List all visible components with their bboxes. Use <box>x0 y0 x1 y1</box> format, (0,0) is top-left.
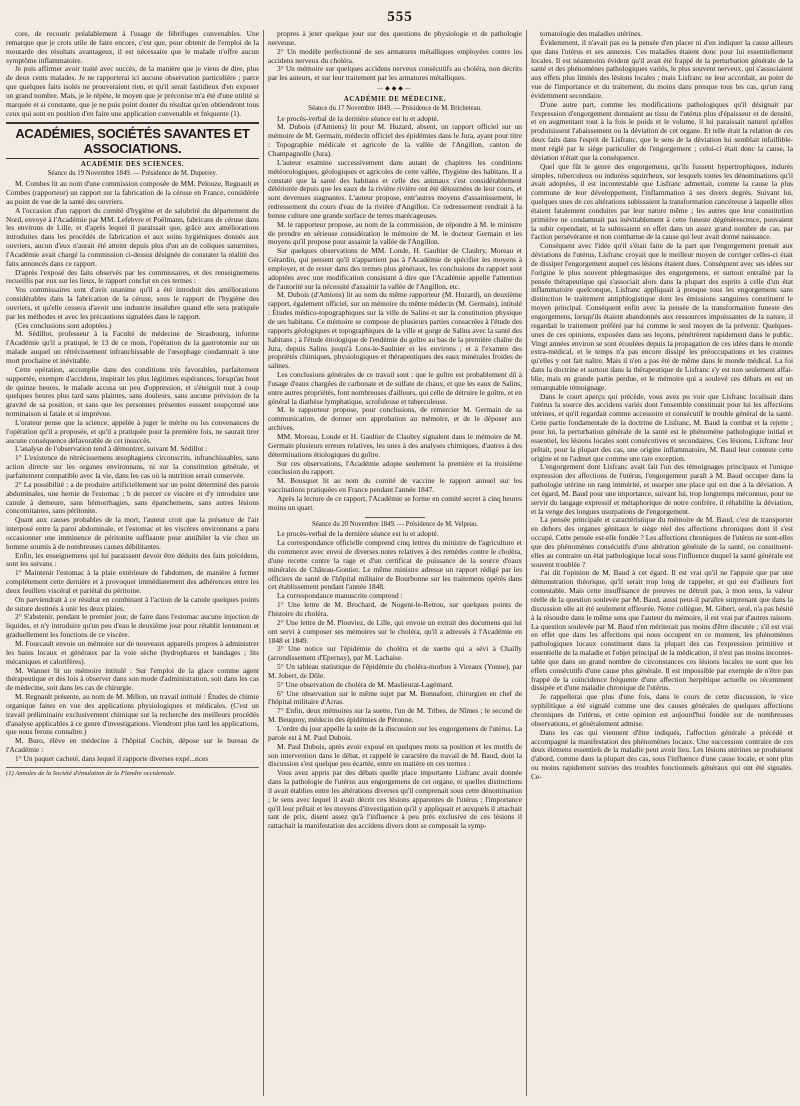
paragraph: L'orateur pense que la science, appelée à juger le mérite ou les convenances de l'opération qu'il a proposée, et qu'il a pratiquée pour la première fois, ne saurait tirer aucune conséquence défavorable de cet insuccès. <box>6 417 259 445</box>
paragraph: Sur quelques observations de MM. Londe, H. Gaultier de Claubry, Moreau et Gérardin, qui pensent qu'il n'appartient pas à l'Académie de spécifier les moyens à employer, et de rester dans des termes plus généraux, les conclusions du rapport sont adoptées avec une modification consistant à dire que l'Académie appelle l'attention de l'autorité sur la nécessité d'assainir la vallée de l'Angillon, etc. <box>268 246 522 291</box>
paragraph: L'auteur examine successivement dans autant de chapitres les conditions météorologiques, géologiques et agricoles de cette vallée, l'hygiène des habitans. Il a constaté que la santé des habitans et celle des animaux s'est considérablement détériorée depuis que les eaux de la rivière rivière ont été détournées de leur cours, et sont devenues stagnantes. L'auteur propose, entr'autres moyens d'assainissement, le redressement du cours d'eau de la rivière d'Angillon. Ce redressement rendrait à la bonne culture une grande surface de terres marécageuses. <box>268 157 522 220</box>
page-number: 555 <box>387 9 413 25</box>
section-title: ACADÉMIES, SOCIÉTÉS SAVANTES ET ASSOCIATIONS. <box>6 122 259 159</box>
paragraph: M. Paul Dubois, après avoir exposé en quelques mots sa position et les motifs de son intervention dans le débat, et rappelé le caractère du travail de M. Baud, dont la discussion s'est quelque peu écartée, entre en matière en ces termes : <box>268 741 522 769</box>
paragraph: Le procès-verbal de la dernière séance est lu et adopté. <box>277 113 439 123</box>
session-line-sciences: Séance du 19 Novembre 1849. — Présidence de M. Duperrey. <box>47 170 218 178</box>
ornament-divider: —◆◆◆— <box>377 86 413 93</box>
paragraph: Évidemment, il n'avait pas eu la pensée d'en placer ni d'en indiquer la cause ailleurs que dans l'utérus et ses annexes. Ces maladies étaient donc pour lui essentiellement locales. Il est néanmoins évident qu'il avait été frappé de la perturbation générale de la santé et des phénomènes pathologiques variés, le plus souvent nerveux, qui s'associaient aux effets plus limités des lésions locales ; mais Lisfranc ne leur accordait, au point de vue de l'importance et du traitement, du moins dans presque tous les cas, qu'un rang évidemment secondaire. <box>531 37 793 100</box>
col2-intro <box>268 30 522 83</box>
paragraph: Vos commissaires sont d'avis unanime qu'il a été introduit des améliorations considérables dans la fabrication de la céruse, sous le rapport de l'hygiène des ouvriers, et qu'elle cessera d'avoir une industrie insalubre quand elle sera pratiquée par les méthodes et avec les précautions signalées dans le rapport. <box>6 285 259 321</box>
paragraph: La pensée principale et caractéristique du mémoire de M. Baud, c'est de transporter en dehors des organes génitaux le siège réel des affections chroniques dont il s'est occupé. Cette pensée est-elle fondée ? Les affections chroniques de l'utérus ne sont-elles que des phénomènes consécutifs d'une altération générale de la santé, ou constituent-elles au contraire un état pathologique local sous l'influence duquel la santé générale est souvent troublée ? <box>531 515 793 569</box>
paragraph: tomatologie des maladies utérines. <box>540 30 643 38</box>
paragraph: M. Bousquet lit au nom du comité de vaccine le rapport annuel sur les vaccinations pratiquées en France pendant l'année 1847. <box>268 476 522 495</box>
academy-sciences-heading: ACADÉMIE DES SCIENCES. <box>80 161 185 169</box>
col1-intro <box>6 30 259 118</box>
paragraph: M. Dubois (d'Amiens) lit pour M. Huzard, absent, un rapport officiel sur un mémoire de M. Germain, médecin officiel des épidémies dans le Jura, ayant pour titre : Topographie médicale et agricole de la vallée de l'Angillon, canton de Champagnolle (Jura). <box>268 122 522 158</box>
paragraph: Cette opération, accomplie dans des conditions très favorables, parfaitement supportée, exempte d'accidens, inspirait les plus légitimes espérances, lorsqu'au bout de quinze heures, le malade accusa un peu d'oppression, et s'éteignit tout à coup quelques heures plus tard sans plaintes, sans douleurs, sans aucune prévision de la gravité de sa position, et sans que les personnes présentes eussent soupçonné une terminaison si fatale et si imprévue. <box>6 364 259 419</box>
session-rule <box>365 517 425 518</box>
paragraph: 2° Une lettre de M. Plouviez, de Lille, qui envoie un extrait des documens qui lui ont servi à composer ses mémoires sur le choléra, qu'il a adressés à l'Académie en 1848 et 1849. <box>268 617 522 645</box>
footnote: (1) Annales de la Société d'émulation de la Flandre occidentale. <box>6 767 259 779</box>
paragraph: 5° Une observation de choléra de M. Maslieurat-Lagémard. <box>277 679 454 689</box>
paragraph: 1° Une lettre de M. Brochard, de Nogent-le-Retrou, sur quelques points de l'histoire du choléra. <box>268 600 522 618</box>
paragraph: A l'occasion d'un rapport du comité d'hygiène et de salubrité du département du Nord, envoyé à l'Académie par MM. Lefebvre et Poëlmann, fabricans de céruse dans les environs de Lille, et d'après lequel il paraissait que, grâce aux améliorations introduites dans les procédés de fabrication et aux soins hygiéniques donnés aux ouvriers, aucun d'eux n'aurait été atteint depuis plus d'un an de coliques saturnines, l'Académie avait chargé la commission ci-dessus désignée de constater la réalité des faits annoncés dans ce rapport. <box>6 205 259 268</box>
paragraph: L'analyse de l'observation tend à démontrer, suivant M. Sédillot : <box>15 444 208 454</box>
paragraph: 2° S'abstenir, pendant le premier jour, de faire dans l'estomac aucune injection de liquides, et n'y introduire qu'un peu d'eau le deuxième jour pour rétablir lentement et graduellement les fonctions de ce viscère. <box>6 612 259 640</box>
paragraph: M. Buro, élève en médecine à l'hôpital Cochin, dépose sur le bureau de l'Académie : <box>6 736 259 755</box>
paragraph: La correspondance officielle comprend cinq lettres du ministre de l'agriculture et du commerce avec envoi de diverses notes relatives à des remèdes contre le choléra, d'une recette contre la rage et d'un certificat de puissance de la source d'eaux minérales de Château-Gontier. Le même ministre adresse un rapport rédigé par les officiers de santé de l'hôpital militaire de Bourbonne sur les traitemens opérés dans cet établissement pendant l'année 1848. <box>268 538 522 592</box>
session-line-17-nov: Séance du 17 Novembre 1849. — Présidence de M. Bricheteau. <box>308 104 482 112</box>
paragraph: M. Wanner lit un mémoire intitulé : Sur l'emploi de la glace comme agent thérapeutique et des lois à observer dans son mode d'administration, soit dans les cas de médecine, soit dans les cas de chirurgie. <box>6 665 259 693</box>
paragraph: L'engorgement dont Lisfranc avait fait l'un des témoignages principaux et l'unique expression des affections de l'utérus, l'engorgement paraît à M. Baud occuper dans la pathologie utérine un rang immérité, et usurper une place qui est due à la déviation. A cet égard, M. Baud pour une importance, suivant lui, trop longtemps méconnue, pour ne servir du langage expressif et métaphorique de notre confrère, il réhabilite la déviation, et la venge des longues usurpations de l'engorgement. <box>531 462 793 516</box>
paragraph: 2° La possibilité : a de produire artificiellement sur un point déterminé des parois abdominales, une hernie de l'estomac ; b de percer ce viscère et d'y introduire une canule à demeure, sans hémorrhagies, sans épanchemens, sans autres lésions concomitantes, sans péritonite. <box>6 479 259 516</box>
paragraph: Après la lecture de ce rapport, l'Académie se forme en comité secret à cinq heures moins un quart. <box>268 493 522 512</box>
paragraph: 1° Un paquet cacheté, dans lequel il rapporte diverses expé...nces <box>15 753 209 763</box>
paragraph: Quel que fût le genre des engorgemens, qu'ils fussent hypertrophiques, indurés simples, tuberculeux ou induréss squirrheux, sur lesquels toutes les dénominations qu'il avait adoptées, il est incontestable que Lisfranc admettait, comme la cause la plus commune de leur développement, l'inflammation à ses divers degrés. Suivant lui, quelques unes de ces altérations subissaient la transformation cancéreuse à laquelle elles étaient fatalement conduites par leur nature même ; les autres que leur constitution primitive ne condamnait pas inévitablement à cette funeste dégénérescence, pouvaient la subir cependant, et la subissaient en effet dans un assez grand nombre de cas, par l'action persévérante et non combattue de la cause qui leur avait donné naissance. <box>531 161 793 242</box>
paragraph: MM. Moreau, Londe et H. Gaultier de Claubry signalent dans le mémoire de M. Germain plusieurs erreurs relatives, les unes à des analyses chimiques, d'autres à des déterminations étiologiques du goître. <box>268 431 522 459</box>
paragraph: D'après l'exposé des faits observés par les commissaires, et des renseignemens recueillis par eux sur les lieux, le rapport conclut en ces termes : <box>6 267 259 286</box>
paragraph: Je rappellerai que plus d'une fois, dans le cours de cette discussion, le vice syphilitique a été signalé comme une des causes générales de quelques affections chroniques de l'utérus, et cette opinion est aujourd'hui fondée sur de nombreuses observations, et généralement admise. <box>531 692 793 728</box>
paragraph: J'ai dit l'opinion de M. Baud à cet égard. Il est vrai qu'il ne l'appuie que par une démonstration théorique, qu'il serait trop long de rappeler, et qui est d'ailleurs fort contestable. Mais cette insuffisance de preuves ne détruit pas, à mon sens, la valeur réelle de la question soulevée par M. Baud, aussi peut-il paraître surprenant que dans la discussion elle ait été seulement effleurée. Notre collègue, M. Gibert, seul, n'a pas hésité à la résoudre dans le même sens que l'auteur du mémoire, il est vrai par d'autres raisons. La question soulevée par M. Baud n'en mériterait pas moins d'être discutée ; s'il est vrai en effet que dans les affections qui nous occupent en ce moment, les phénomènes pathologiques locaux constituent dans la plupart des cas l'expression primitive et essentielle de la maladie et l'objet principal de la médication, il n'est pas moins incontestable que dans un grand nombre de circonstances ces lésions locales ne sont que les effets consécutifs d'une cause plus générale. Il est impossible par exemple de n'être pas frappé de la coïncidence fréquente d'une affection herpétique actuelle ou récemment dissipée et d'une maladie chronique de l'utérus. <box>531 568 793 693</box>
paragraph: M. Combes lit au nom d'une commission composée de MM. Pelouze, Regnault et Combes (rapporteur) un rapport sur la fabrication de la céruse en France, considérée au point de vue de la santé des ouvriers. <box>6 179 259 206</box>
paragraph: 7° Enfin, deux mémoires sur la suette, l'un de M. Tribes, de Nîmes ; le second de M. Beuquoy, médecin des épidémies de Péronne. <box>268 706 522 725</box>
paragraph: Conséquent avec l'idée qu'il s'était faite de la part que l'engorgement prenait aux déviations de l'utérus, Lisfranc croyait que le meilleur moyen de corriger celles-ci était de dissiper l'engorgement auquel ces lésions étaient dues. Conséquent avec ses idées sur l'origine le plus souvent phlegmasique des engorgemens, et surtout entraîné par la pensée thérapeutique qui s'associait alors dans la plupart des esprits à celle d'un état inflammatoire quelconque, Lisfranc appliquait à presque tous les engorgemens sans distinction le traitement antiphlogistique dont les émissions sanguines constituent le moyen principal. Conséquent enfin avec la pensée de la transformation funeste des engorgemens, lorsqu'ils étaient abandonnés aux ressources impuissantes de la nature, il regardait le traitement préféré par lui comme le seul moyen de la prévenir. Quelques-unes de ces opinions, exposées dans ses leçons, pénétrèrent rapidement dans le public. Vingt années environ se sont écoulées depuis la propagation de ces idées dans le monde extra-médical, et le temps n'a pas encore dissipé les préoccupations et les craintes qu'elles y ont fait naître. Mais il n'en a pas été de même dans le monde médical. La foi dans la doctrine et surtout dans la thérapeutique de Lisfranc s'y est non seulement affaiblie, mais en grande partie perdue, et le mémoire qui a soulevé ces débats en est un remarquable témoignage. <box>531 241 793 392</box>
column-3 <box>531 30 793 1098</box>
paragraph: Dans le court aperçu qui précède, vous avez pu voir que Lisfranc localisait dans l'utérus la source des accidens variés dont l'ensemble constituait pour lui les affections utérines, et qu'il regardait comme accessoire et consécutif le trouble général de la santé. Cette partie fondamentale de la doctrine de Lisfranc, M. Baud la combat et la rejette ; pour lui, la perturbation générale de la santé est le phénomène pathologique initial et essentiel, les lésions locales sont consécutives et secondaires. Ces lésions, Lisfranc leur prêtait, pour la plupart des cas, une origine inflammatoire, M. Baud leur conteste cette origine et ne l'admet que comme une rare exception. <box>531 391 793 463</box>
column-1 <box>6 30 259 1098</box>
paragraph: M. Regnault présente, au nom de M. Millon, un travail intitulé : Études de chimie organique faites en vue des applications physiologiques et médicales. (C'est un travail préliminaire exclusivement chimique sur la recherche des meilleurs procédés d'analyse applicables à ce genre d'investigations. Viendront plus tard les applications, que nous ferons connaître.) <box>6 692 259 737</box>
paragraph: Quant aux causes probables de la mort, l'auteur croit que la présence de l'air interposé entre la paroi abdominale, et l'estomac et les viscères environnans a paru occasionner une imminence de péritonite suffisante pour annihiler la vie chez un homme soumis à de nombreuses causes débilitantes. <box>6 515 259 551</box>
paragraph: 6° Une observation sur le même sujet par M. Bonnafont, chirurgien en chef de l'hôpital militaire d'Arras. <box>268 688 522 707</box>
paragraph: M. Fourcault envoie un mémoire sur de nouveaux appareils propres à administrer les bains locaux et généraux par la voie sèche (hydrophares et bandages ; lits mécaniques et calorifères). <box>6 639 259 666</box>
column-divider-right <box>526 30 527 1096</box>
academy-medicine-heading: ACADÉMIE DE MÉDECINE. <box>343 95 447 103</box>
paragraph: 2° Un modèle perfectionné de ses armatures métalliques employées contre les accidens nerveux du choléra. <box>268 46 522 65</box>
paragraph: M. Dubois (d'Amiens) lit au nom du même rapporteur (M. Huzard), un deuxième rapport, également officiel, sur un mémoire du même médecin (M. Germain), intitulé : Études médico-topographiques sur la ville de Salins et sur la constitution physique de ses habitans. Ce mémoire se compose de plusieurs parties consacrées à l'étude des rapports géologiques et topographiques de la ville et gorge de Salins avec la santé des habitans ; à l'étude étiologique de l'endémie du goître au bas de la première chaîne du Jura, depuis Salins jusqu'à Lons-le-Saulnier et les environs ; et à l'examen des propriétés chimiques, physiologiques et thérapeutiques des eaux minérales froides de salines. <box>268 290 522 371</box>
paragraph: On parviendrait à ce résultat en combinant à l'action de la canule quelques points de suture destinés à unir les deux plaies. <box>6 594 259 613</box>
paragraph: 1° Maintenir l'estomac à la plaie extérieure de l'abdomen, de manière à fermer complètement cette dernière et à provoquer immédiatement des adhérences entre les deux feuillets viscéral et pariétal du péritoine. <box>6 568 259 595</box>
paragraph: (Ces conclusions sont adoptées.) <box>15 320 112 330</box>
session-line-20-nov: Séance du 20 Novembre 1849. — Présidence de M. Velpeau. <box>312 520 478 528</box>
paragraph: propres à jeter quelque jour sur des questions de physiologie et de pathologie nerveuse. <box>268 30 522 47</box>
paragraph: Je puis affirmer avoir traité avec succès, de la manière que je viens de dire, plus de deux cents malades. Je ne rapporterai ici aucune observation particulière ; parce que quelques faits isolés ne prouveraient rien, et qu'il serait fastidieux d'en exposer un grand nombre. Mais, je le répète, le moyen que je préconise m'a été d'une utilité si marquée et si constante, que je ne puis point douter du résultat qu'en obtiendront tous ceux qui sont en position d'en faire une application convenable et fréquente (1). <box>6 64 259 118</box>
paragraph: 1° L'existence de rétrécissemens œsophagiens circonscrits, infranchissables, sans action directe sur les organes environnans, ni sur la constitution générale, et parfaitement compatible avec la vie, dans les cas où la nutrition serait conservée. <box>6 453 259 480</box>
paragraph: core, de recourir préalablement à l'usage de fébrifuges convenables. Une remarque que je crois utile de faire encore, c'est que, pour obtenir de l'emploi de la moutarde des résultats avantageux, il est nécessaire que le malade n'offre aucun symptôme inflammatoire. <box>6 30 259 65</box>
column-2 <box>268 30 522 1098</box>
paragraph: 5° Un tableau statistique de l'épidémie du choléra-morbus à Vireaux (Yonne), par M. Jobert, de Dôle. <box>268 662 522 680</box>
col1-paragraphs <box>6 180 259 764</box>
paragraph: Vous avez appris par des débats quelle place importante Lisfranc avait donnée dans la pathologie de l'utérus aux engorgemens de cet organe, et quelles distinctions il avait établies entre les altérations diverses qu'il comprenait sous cette dénomination ; le sens avec lequel il avait décrit ces lésions apparentes de l'utérus ; l'importance qu'il leur prêtait et les moyens d'investigation qu'il y appliquait et auxquels il attachait tant de prix, disent assez qu'à l'influence à peu près exclusive de ces lésions il rattachait la manifestation des accidens divers dont se composait la symp- <box>268 768 522 831</box>
paragraph: M. Sédillot, professeur à la Faculté de médecine de Strasbourg, informe l'Académie qu'il a pratiqué, le 13 de ce mois, l'opération de la gastrotomie sur un malade auquel un rétrécissement infranchissable de l'œsophage condamnait à une mort prochaine et inévitable. <box>6 329 259 365</box>
col3-paragraphs <box>531 30 793 782</box>
paragraph: Enfin, les enseignemens qui lui paraissent devoir être déduits des faits précédens, sont les suivans : <box>6 550 259 569</box>
paragraph: 3° Une notice sur l'épidémie de choléra et de suette qui a sévi à Chailly (arrondissement d'Epernay), par M. Lachaise. <box>268 644 522 663</box>
paragraph: La correspondance manuscrite comprend : <box>277 591 403 601</box>
paragraph: Dans les cas qui viennent d'être indiqués, l'affection générale a précédé et accompagné la manifestation des phénomènes locaux. Une succession contraire de ces deux élémens essentiels de la maladie peut avoir lieu. Les lésions utérines se produisent d'abord, comme dans la plupart des cas, sous l'influence d'une cause locale, et sont plus ou moins rapidement suivies des troubles fonctionnels généraux qui ont été signalés. Ce- <box>531 727 793 781</box>
paragraph: Le procès-verbal de la dernière séance est lu et adopté. <box>277 529 439 539</box>
col2-paragraphs-session2 <box>268 530 522 831</box>
paragraph: 3° Un mémoire sur quelques accidens nerveux consécutifs au choléra, non décrits par les auteurs, et sur leur traitement par les armatures métalliques. <box>268 64 522 83</box>
paragraph: L'ordre du jour appelle la suite de la discussion sur les engorgemens de l'utérus. La parole est à M. Paul Dubois. <box>268 723 522 742</box>
col2-paragraphs-session1 <box>268 115 522 513</box>
paragraph: M. le rapporteur propose, au nom de la commission, de répondre à M. le ministre de prendre en sérieuse considération le mémoire de M. le docteur Germain et les moyens qu'il propose pour assainir la vallée de l'Angillon. <box>268 219 522 247</box>
paragraph: Les conclusions générales de ce travail sont : que le goître est probablement dû à l'usage d'eaux chargées de carbonate et de sulfate de chaux, et que les eaux de Salins, entre autres propriétés, font nombreuses d'ailleurs, qui celle de détruire le goître, et en général la diathèse lymphatique, scrofuleuse et tuberculeuse. <box>268 370 522 406</box>
paragraph: Sur ces observations, l'Académie adopte seulement la première et la troisième conclusion du rapport. <box>268 458 522 477</box>
column-divider-left <box>263 30 264 1096</box>
paragraph: M. le rapporteur propose, pour conclusions, de remercier M. Germain de sa communication, de donner son approbation au mémoire, et de le déposer aux archives. <box>268 405 522 433</box>
paragraph: D'une autre part, comme les modifications pathologiques qu'il désignait par l'expression d'engorgement donnaient au tissu de l'utérus plus d'épaisseur et de densité, et en augmentant tout à la fois le poids et le volume, il lui paraissait naturel qu'elles produisissent l'abaissement ou la déviation de cet organe. Et telle était la relation de ces deux faits dans l'esprit de Lisfranc, que le sens de la déviation lui semblait infailliblement réglé par le siège particulier de l'engorgement ; celui-ci était donc la cause, la déviation n'était que la conséquence. <box>531 99 793 162</box>
